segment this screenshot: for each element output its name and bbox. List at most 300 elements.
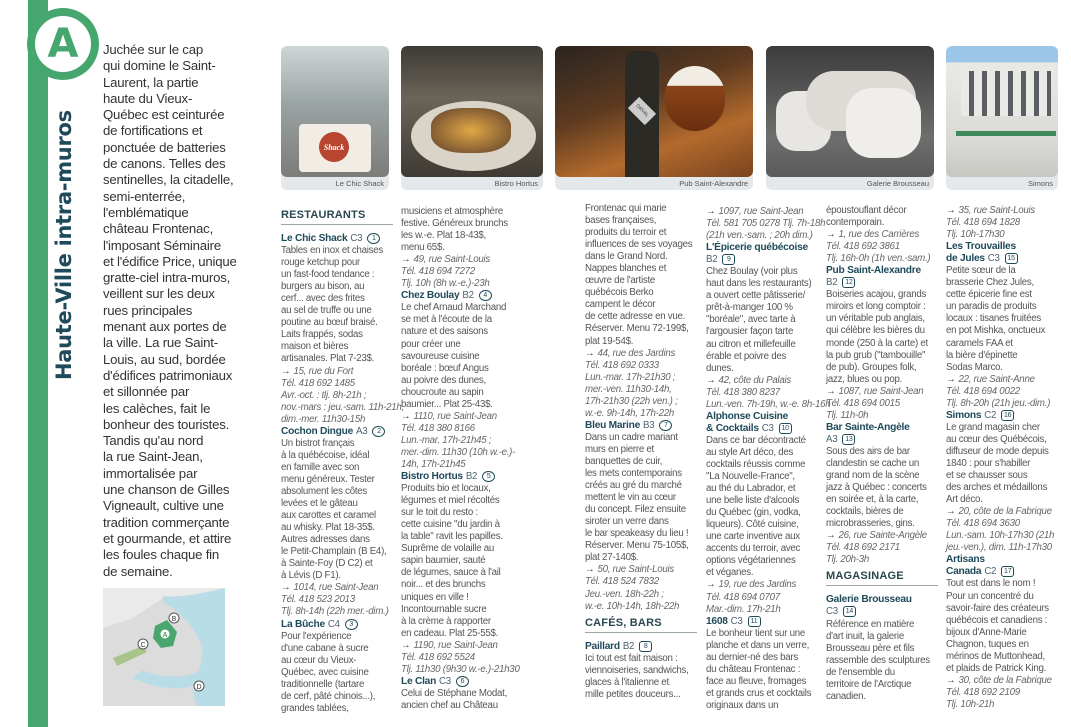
body-line: des arches et médaillons <box>946 482 1048 494</box>
arrow-right-icon: → <box>585 564 595 576</box>
info-line: Lun.-ven. 7h-19h, w.-e. 8h-16h <box>706 398 831 410</box>
arrow-right-icon: → <box>585 347 595 359</box>
body-line: au style Art déco, des <box>706 446 794 458</box>
body-line: et se chausser sous <box>946 470 1028 482</box>
listing-name-line[interactable] <box>706 411 824 423</box>
body-line: cette cuisine "du jardin à <box>401 519 500 531</box>
body-line: haut dans les restaurants) <box>706 278 812 290</box>
bar-glass-number-icon[interactable]: 10 <box>779 423 792 434</box>
grid-reference: B2 <box>706 254 718 266</box>
shack-sign-logo: Shack <box>319 132 349 162</box>
column-5 <box>826 205 944 703</box>
body-line: Incontournable sucre <box>401 603 487 615</box>
listing-name[interactable]: Chez Boulay <box>401 290 460 302</box>
address-line <box>401 411 519 423</box>
body-line: menu généreux. Tester <box>281 473 375 485</box>
body-line: mille petites douceurs... <box>585 688 681 700</box>
grid-reference: B2 <box>465 471 478 483</box>
body-line: se met à l'écoute de la <box>401 314 492 326</box>
listing-name-line[interactable] <box>281 426 399 438</box>
body-line: viennoiseries, sandwichs, <box>585 664 689 676</box>
bar-glass-number-icon[interactable]: 12 <box>842 277 855 288</box>
arrow-right-icon: → <box>281 365 291 377</box>
map-marker-c[interactable] <box>138 639 148 649</box>
body-line: menu 65$. <box>401 242 445 254</box>
body-line: dans le Grand Nord. <box>585 251 668 263</box>
restaurant-number-icon[interactable]: 1 <box>367 233 380 244</box>
arrow-right-icon: → <box>401 639 411 651</box>
listing-name[interactable]: Les Trouvailles <box>946 241 1016 253</box>
body-line: Art déco. <box>946 494 983 506</box>
body-line: au whisky. Plat 18-35$. <box>281 522 375 534</box>
listing-name-line[interactable] <box>706 242 824 254</box>
body-line: en famille avec son <box>281 461 360 473</box>
body-line: grandes tablées, <box>281 702 349 714</box>
listing-name-line[interactable] <box>401 290 519 302</box>
bar-glass-number-icon[interactable]: 11 <box>748 616 761 627</box>
address-line <box>946 374 1064 386</box>
body-line: en pot Mishka, onctueux <box>946 325 1046 337</box>
body-line: au dernier-né des bars <box>706 651 798 663</box>
info-line: 17h-21h30 (22h ven.) ; <box>585 395 678 407</box>
body-line: le bar speakeasy du lieu ! <box>585 528 689 540</box>
body-line: Tables en inox et chaises <box>281 245 383 257</box>
listing-name-line[interactable] <box>826 277 944 289</box>
listing-name-line[interactable] <box>826 606 944 618</box>
address-text: 42, côte du Palais <box>718 374 791 386</box>
listing-name-line[interactable] <box>946 253 1064 265</box>
info-line: Jeu.-ven. 18h-22h ; <box>585 588 664 600</box>
intro-paragraph: Juchée sur le cap qui domine le Saint- Laurent, la partie haute du Vieux- Québec est ceinturée de fortifications et ponctuée de batteries de canons. Telles des sentinelles, la citadelle, semi-enterrée, l'emblématique château Frontenac, l'imposant Séminaire et l'édifice Price, unique gratte-ciel intra-muros, veillent sur les deux rues principales menant aux portes de la ville. La rue Saint- Louis, au sud, bordée d'édifices patrimoniaux et sillonnée par les calèches, fait le bonheur des touristes. Tandis qu'au nord la rue Saint-Jean, immortalisée par une chanson de Gilles Vigneault, cultive une tradition commerçante et gourmande, et attire les foules chaque fin de semaine. <box>103 42 237 579</box>
listing-name[interactable]: Le Chic Shack <box>281 233 348 245</box>
body-line: Sodas Marco. <box>946 361 1003 373</box>
address-line <box>585 348 703 360</box>
svg-text:D: D <box>196 684 202 691</box>
address-text: 1097, rue Saint-Jean <box>718 206 804 217</box>
info-line: Lun.-mar. 17h-21h30 ; <box>585 371 676 383</box>
arrow-right-icon: → <box>281 582 291 594</box>
bottle-label: ORVAL <box>628 97 656 125</box>
body-line: plat 27-140$. <box>585 552 639 564</box>
info-line: Tél. 418 694 0707 <box>706 591 780 603</box>
listing-name-line[interactable] <box>946 410 1064 422</box>
address-text: 26, rue Sainte-Angèle <box>838 530 927 542</box>
body-line: Le chef Arnaud Marchand <box>401 302 507 314</box>
address-line <box>401 640 519 652</box>
listing-name[interactable]: 1608 <box>706 615 728 627</box>
body-line: Pour un concentré du <box>946 590 1034 602</box>
body-line: au poivre des dunes, <box>401 374 486 386</box>
svg-text:B: B <box>171 616 177 623</box>
body-line: ancien chef au Château <box>401 699 498 711</box>
address-text: 35, rue Saint-Louis <box>958 205 1036 216</box>
map-marker-a[interactable] <box>160 629 170 639</box>
photo-pub-saint-alexandre <box>555 46 753 190</box>
listing-name-line[interactable] <box>585 420 703 432</box>
body-line: une carte inventive aux <box>706 531 800 543</box>
info-line: Tlj. 10h-17h30 <box>946 229 1005 241</box>
bar-glass-number-icon[interactable]: 13 <box>842 434 855 445</box>
info-line: w.-e. 9h-14h, 17h-22h <box>585 407 674 419</box>
body-line: Nappes blanches et <box>585 263 667 275</box>
body-line: au thé du Labrador, et <box>706 483 796 495</box>
address-line <box>585 564 703 576</box>
body-line: Chez Boulay (voir plus <box>706 266 798 278</box>
body-line: l'argousier façon tarte <box>706 326 794 338</box>
body-line: de l'ensemble du <box>826 666 895 678</box>
body-line: Frontenac qui marie <box>585 203 667 214</box>
body-line: Suprême de volaille au <box>401 543 495 555</box>
info-line: Tlj. 10h (8h w.-e.)-23h <box>401 278 490 290</box>
body-line: caramels FAA et <box>946 337 1013 349</box>
grid-reference: B3 <box>643 419 655 431</box>
body-line: glaces à l'italienne et <box>585 676 669 688</box>
grid-reference: C3 <box>350 233 363 245</box>
listing-name[interactable]: Pub Saint-Alexandre <box>826 265 921 277</box>
body-line: et grands crus et cocktails <box>706 687 812 699</box>
address-line <box>706 375 824 387</box>
body-line: poutine au bœuf braisé. <box>281 317 378 329</box>
body-line: aux carottes et caramel <box>281 510 376 522</box>
listing-name[interactable]: Bar Sainte-Angèle <box>826 421 910 433</box>
restaurant-number-icon[interactable]: 7 <box>659 420 672 431</box>
info-line: w.-e. 10h-14h, 18h-22h <box>585 600 680 612</box>
photo-caption: Le Chic Shack <box>335 179 384 188</box>
body-line: un véritable pub anglais, <box>826 313 925 325</box>
listing-name-line[interactable] <box>281 233 399 245</box>
listing-name-line[interactable] <box>401 471 519 483</box>
section-letter: A <box>35 16 91 72</box>
body-line: la bière d'épinette <box>946 349 1018 361</box>
body-line: Chagnon, tuques en <box>946 638 1029 650</box>
body-line: monde (250 à la carte) et <box>826 337 928 349</box>
body-line: locaux : tisanes fruitées <box>946 313 1041 325</box>
listing-name[interactable]: Paillard <box>585 640 620 652</box>
restaurant-number-icon[interactable]: 6 <box>456 676 469 687</box>
info-line: Tél. 418 694 7272 <box>401 266 475 278</box>
body-line: artisanales. Plat 7-23$. <box>281 353 375 365</box>
shop-bag-number-icon[interactable]: 15 <box>1005 253 1018 264</box>
column-6 <box>946 205 1064 711</box>
body-line: cocktails réussis comme <box>706 458 806 470</box>
body-line: contemporain. <box>826 217 885 229</box>
grid-reference: C2 <box>984 409 997 421</box>
grid-reference: B2 <box>622 640 635 652</box>
info-line: Tlj. 11h-0h <box>826 409 869 421</box>
body-line: rassemble des sculptures <box>826 654 930 666</box>
listing-name-line[interactable] <box>946 566 1064 578</box>
body-line: de légumes, sauce à l'ail <box>401 567 501 579</box>
body-line: canadien. <box>826 690 866 702</box>
body-line: Pour l'expérience <box>281 630 352 642</box>
section-heading: MAGASINAGE <box>826 570 938 586</box>
address-text: 20, côte de la Fabrique <box>958 506 1052 518</box>
info-line: jeu.-ven.), dim. 11h-17h30 <box>946 542 1052 554</box>
info-line: (21h ven.-sam. ; 20h dim.) <box>706 230 813 242</box>
body-line: face au fleuve, fromages <box>706 675 807 687</box>
photo-galerie-brousseau <box>766 46 934 190</box>
info-line: Tlj. 8h-14h (22h mer.-dim.) <box>281 606 389 618</box>
arrow-right-icon: → <box>946 373 956 385</box>
arrow-right-icon: → <box>706 579 716 591</box>
body-line: le Petit-Champlain (B E4), <box>281 546 387 558</box>
body-line: la table" ravit les papilles. <box>401 531 503 543</box>
info-line: Tél. 581 705 0278 Tlj. 7h-18h <box>706 218 826 230</box>
body-line: influences de ses voyages <box>585 239 693 251</box>
map-marker-b[interactable] <box>169 613 179 623</box>
address-text: 50, rue Saint-Louis <box>597 564 675 576</box>
body-line: bijoux d'Anne-Marie <box>946 626 1027 638</box>
info-line: 14h, 17h-21h45 <box>401 458 466 470</box>
info-line: Tél. 418 380 8237 <box>706 386 780 398</box>
body-line: siroter un verre dans <box>585 516 669 528</box>
body-line: et plaids de Patrick King. <box>946 662 1047 674</box>
body-line: Le bonheur tient sur une <box>706 627 806 639</box>
address-line <box>946 205 1064 217</box>
body-line: Celui de Stéphane Modat, <box>401 687 508 699</box>
arrow-right-icon: → <box>401 254 411 266</box>
body-line: au cœur du Vieux- <box>281 654 357 666</box>
address-line <box>946 506 1064 518</box>
body-line: Réserver. Menu 72-199$, <box>585 323 689 335</box>
restaurant-number-icon[interactable]: 2 <box>372 426 385 437</box>
body-line: du Québec (gin, vodka, <box>706 507 801 519</box>
body-line: à la québécoise, idéal <box>281 449 370 461</box>
listing-name[interactable]: Cochon Dingue <box>281 425 354 437</box>
area-map[interactable] <box>103 588 225 706</box>
info-line: Tél. 418 692 3861 <box>826 241 900 253</box>
info-line: Tél. 418 694 3630 <box>946 518 1020 530</box>
arrow-right-icon: → <box>826 385 836 397</box>
body-line: québécois Berko <box>585 287 654 299</box>
listing-name-line[interactable] <box>585 641 703 653</box>
grid-reference: C3 <box>730 615 743 627</box>
grid-reference: A3 <box>826 433 838 445</box>
body-line: boréale : bœuf Angus <box>401 362 489 374</box>
body-line: cerf... avec des frites <box>281 293 365 305</box>
listing-name-line[interactable] <box>826 265 944 277</box>
body-line: de cette adresse en vue. <box>585 311 686 323</box>
body-line: savoureuse cuisine <box>401 350 480 362</box>
arrow-right-icon: → <box>946 205 956 216</box>
body-line: planche et dans un verre, <box>706 639 810 651</box>
grid-reference: B2 <box>462 290 474 302</box>
body-line: les w.-e. Plat 18-43$, <box>401 230 486 242</box>
body-line: "boréale", avec tarte à <box>706 314 796 326</box>
info-line: Tlj. 20h-3h <box>826 554 870 566</box>
body-line: Tout est dans le nom ! <box>946 578 1036 590</box>
body-line: Ici tout est fait maison : <box>585 652 678 664</box>
listing-name[interactable]: & Cocktails <box>706 422 759 434</box>
body-line: cette épicerie fine est <box>946 289 1032 301</box>
svg-text:C: C <box>140 642 146 649</box>
restaurant-number-icon[interactable]: 4 <box>479 290 492 301</box>
listing-name[interactable]: La Bûche <box>281 618 325 630</box>
body-line: époustouflant décor <box>826 205 907 216</box>
body-line: grand nom de la scène <box>826 470 920 482</box>
grid-reference: A3 <box>356 425 368 437</box>
section-heading: CAFÉS, BARS <box>585 617 697 633</box>
cafe-cup-number-icon[interactable]: 8 <box>639 641 652 652</box>
address-text: 19, rue des Jardins <box>718 579 797 591</box>
address-text: 1087, rue Saint-Jean <box>838 385 924 397</box>
column-3 <box>585 203 703 701</box>
body-line: à Lévis (D F1). <box>281 570 341 582</box>
listing-name[interactable]: Simons <box>946 409 982 421</box>
column-4 <box>706 206 831 712</box>
body-line: diffuseur de mode depuis <box>946 445 1049 457</box>
info-line: Tlj. 10h-21h <box>946 698 995 710</box>
body-line: Référence en matière <box>826 618 915 630</box>
address-text: 44, rue des Jardins <box>597 347 676 359</box>
info-line: Tél. 418 694 0022 <box>946 385 1020 397</box>
body-line: microbrasseries, gins. <box>826 518 915 530</box>
section-color-band <box>28 0 48 727</box>
listing-name-line[interactable] <box>946 241 1064 253</box>
address-text: 15, rue du Fort <box>293 365 354 377</box>
listing-name[interactable]: Bistro Hortus <box>401 471 463 483</box>
body-line: érable et poivre des <box>706 350 787 362</box>
address-line <box>946 675 1064 687</box>
restaurant-number-icon[interactable]: 3 <box>345 619 358 630</box>
info-line: Tél. 418 524 7832 <box>585 576 659 588</box>
body-line: territoire de l'Arctique <box>826 678 912 690</box>
body-line: dunes. <box>706 362 734 374</box>
shop-bag-number-icon[interactable]: 14 <box>843 606 856 617</box>
listing-name-line[interactable] <box>826 594 944 606</box>
arrow-right-icon: → <box>706 374 716 386</box>
info-line: Tél. 418 694 0015 <box>826 397 900 409</box>
body-line: Brousseau père et fils <box>826 642 915 654</box>
listing-name[interactable]: Artisans <box>946 554 985 566</box>
address-text: 30, côte de la Fabrique <box>958 674 1052 686</box>
photo-caption: Galerie Brousseau <box>866 179 929 188</box>
shop-bag-number-icon[interactable]: 17 <box>1001 566 1014 577</box>
map-marker-d[interactable] <box>194 681 204 691</box>
grid-reference: B2 <box>826 277 838 289</box>
address-text: 22, rue Saint-Anne <box>958 373 1035 385</box>
body-line: burgers au bison, au <box>281 281 365 293</box>
body-line: Autres adresses dans <box>281 534 370 546</box>
address-line <box>401 254 519 266</box>
listing-name-line[interactable] <box>706 616 824 628</box>
body-line: Réserver. Menu 75-105$, <box>585 540 689 552</box>
body-line: d'une cabane à sucre <box>281 642 369 654</box>
listing-name[interactable]: L'Épicerie québécoise <box>706 242 808 254</box>
listing-name[interactable]: Galerie Brousseau <box>826 594 912 606</box>
listing-name-line[interactable] <box>401 676 519 688</box>
body-line: Produits bio et locaux, <box>401 483 491 495</box>
body-line: "La Nouvelle-France", <box>706 471 795 483</box>
body-line: rouge ketchup pour <box>281 257 360 269</box>
body-line: miroirs et long comptoir : <box>826 301 926 313</box>
info-line: Tél. 418 380 8166 <box>401 422 475 434</box>
body-line: œuvre de l'artiste <box>585 275 656 287</box>
listing-name-line[interactable] <box>281 619 399 631</box>
arrow-right-icon: → <box>946 506 956 518</box>
address-line <box>281 582 399 594</box>
info-line: mer.-dim. 11h30 (10h w.-e.)- <box>401 446 516 458</box>
section-marker <box>27 8 99 80</box>
listing-name[interactable]: Canada <box>946 566 982 578</box>
restaurant-number-icon[interactable]: 5 <box>482 471 495 482</box>
arrow-right-icon: → <box>826 530 836 542</box>
body-line: en cadeau. Plat 25-55$. <box>401 627 499 639</box>
body-line: la pub grub ("tambouille" <box>826 349 926 361</box>
listing-name-line[interactable] <box>826 422 944 434</box>
shop-bag-number-icon[interactable]: 16 <box>1001 410 1014 421</box>
listing-name-line[interactable] <box>826 434 944 446</box>
address-line <box>826 386 944 398</box>
listing-name-line[interactable] <box>946 554 1064 566</box>
body-line: uniques en ville ! <box>401 591 469 603</box>
body-line: levées et le gâteau <box>281 498 358 510</box>
grid-reference: C3 <box>761 422 774 434</box>
body-line: en soirée et, à la carte, <box>826 494 919 506</box>
body-line: options végétariennes <box>706 555 796 567</box>
info-line: Tél. 418 692 2109 <box>946 686 1020 698</box>
listing-name[interactable]: Bleu Marine <box>585 419 640 431</box>
info-line: Tlj. 16h-0h (1h ven.-sam.) <box>826 253 931 265</box>
photo-caption: Simons <box>1027 179 1053 188</box>
body-line: absolument les côtes <box>281 485 368 497</box>
body-line: murs en pierre et <box>585 443 654 455</box>
listing-name[interactable]: Alphonse Cuisine <box>706 410 789 422</box>
address-line <box>706 579 824 591</box>
body-line: de pub). Groupes folk, <box>826 361 917 373</box>
body-line: et véganes. <box>706 567 754 579</box>
info-line: dim.-mer. 11h30-15h <box>281 413 366 425</box>
arrow-right-icon: → <box>706 206 716 217</box>
listing-name-line[interactable] <box>706 423 824 435</box>
address-line <box>281 366 399 378</box>
address-line <box>706 206 824 218</box>
arrow-right-icon: → <box>826 229 836 241</box>
body-line: à Sainte-Foy (D C2) et <box>281 558 373 570</box>
info-line: Lun.-mar. 17h-21h45 ; <box>401 434 492 446</box>
body-line: festive. Généreux brunchs <box>401 218 508 230</box>
section-heading: RESTAURANTS <box>281 209 393 225</box>
body-line: québécois et canadiens : <box>946 614 1048 626</box>
body-line: au citron et millefeuille <box>706 338 796 350</box>
body-line: choucroute au sapin <box>401 386 484 398</box>
address-text: 1110, rue Saint-Jean <box>413 410 497 422</box>
listing-name[interactable]: de Jules <box>946 253 985 265</box>
body-line: de cerf, pâté chinois...), <box>281 690 376 702</box>
address-text: 1014, rue Saint-Jean <box>293 582 379 594</box>
body-line: originaux dans un <box>706 699 779 711</box>
body-line: créés au gré du marché <box>585 480 682 492</box>
body-line: banquettes de cuir, <box>585 455 663 467</box>
address-line <box>826 229 944 241</box>
info-line: Tél. 418 523 2013 <box>281 594 355 606</box>
grid-reference: C3 <box>439 675 451 687</box>
address-text: 49, rue Saint-Louis <box>413 254 491 266</box>
listing-name-line[interactable] <box>706 254 824 266</box>
body-line: Le grand magasin cher <box>946 421 1040 433</box>
grid-reference: C2 <box>984 566 997 578</box>
body-line: qui célèbre les bières du <box>826 325 925 337</box>
body-line: bases françaises, <box>585 215 657 227</box>
body-line: nature et des saisons <box>401 326 488 338</box>
body-line: du concept. Filez ensuite <box>585 504 686 516</box>
body-line: brasserie Chez Jules, <box>946 277 1034 289</box>
cafe-cup-number-icon[interactable]: 9 <box>722 254 735 265</box>
info-line: Tlj. 8h-20h (21h jeu.-dim.) <box>946 397 1051 409</box>
listing-name[interactable]: Le Clan <box>401 675 437 687</box>
photo-bistro-hortus <box>401 46 543 190</box>
body-line: du château Frontenac : <box>706 663 801 675</box>
